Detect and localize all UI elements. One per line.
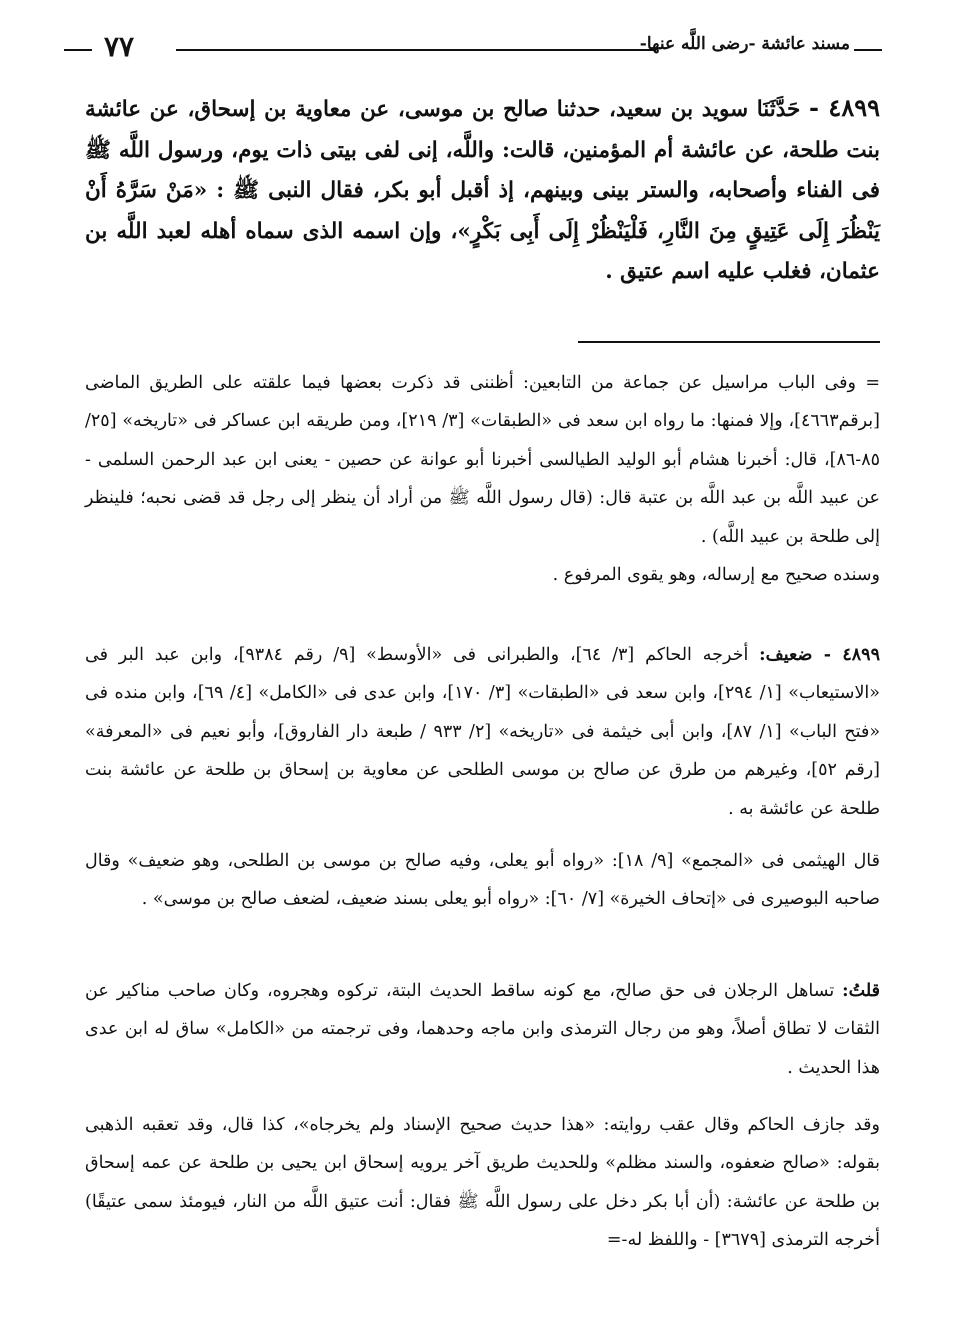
footnote-hakim [85,1106,880,1260]
qultu-paragraph [85,972,880,1087]
running-title: مسند عائشة -رضى اللَّه عنها- [639,34,850,54]
grading-label: ٤٨٩٩ - ضعيف: [759,645,880,665]
page-number: ٧٧ [104,30,135,63]
hadith-text [85,88,880,293]
running-header [0,22,970,62]
footnote-takhrij [85,636,880,828]
qultu-text: تساهل الرجلان فى حق صالح، مع كونه ساقط الحديث البتة، تركوه وهجروه، وكان صاحب مناكير عن الثقات لا تطاق أصلاً، وهو من رجال الترمذى وابن ماجه وحدهما، وفى ترجمته من «الكامل» ساق له ابن عدى هذا الحديث . [85,981,880,1078]
hadith-tail: ، وإن اسمه الذى سماه أهله لعبد اللَّه بن عثمان، فغلب عليه اسم عتيق . [85,218,880,284]
header-rule-left [64,49,92,51]
footnote-continuation [85,364,880,594]
footnote-mursal-paragraph: = وفى الباب مراسيل عن جماعة من التابعين: أظننى قد ذكرت بعضها فيما علقته على الطريق الماضى [برقم٤٦٦٣]، وإلا فمنها: ما رواه ابن سعد فى «الطبقات» [٣/ ٢١٩]، ومن طريقه ابن عساكر فى «تاريخه» [٢٥/ ٨٥-٨٦]، قال: أخبرنا هشام أبو الوليد الطيالسى أخبرنا أبو عوانة عن حصين - يعنى ابن عبد الرحمن السلمى - عن عبيد اللَّه بن عبد اللَّه بن عتبة قال: (قال رسول اللَّه ﷺ من أراد أن ينظر إلى رجل قد قضى نحبه؛ فلينظر إلى طلحة بن عبيد اللَّه) . [85,373,880,547]
hadith-matn: «مَنْ سَرَّهُ أَنْ يَنْظُرَ إِلَى عَتِيقٍ مِنَ النَّارِ، فَلْيَنْظُرْ إِلَى أَبِى بَكْرٍ» [85,178,880,244]
footnote-takhrij-paragraph [85,636,880,828]
footnote-qultu [85,972,880,1087]
hadith-isnad: سويد بن سعيد، حدثنا صالح بن موسى، عن معاوية بن إسحاق، عن عائشة بنت طلحة، عن عائشة أم المؤمنين، قالت: واللَّه، إنى لفى بيتى ذات يوم، ورسول اللَّه ﷺ فى الفناء وأصحابه، والستر بينى وبينهم، إذ أقبل أبو بكر، فقال النبى ﷺ : [85,97,880,203]
hakim-paragraph: وقد جازف الحاكم وقال عقب روايته: «هذا حديث صحيح الإسناد ولم يخرجاه»، كذا قال، وقد تعقبه الذهبى بقوله: «صالح ضعفوه، والسند مظلم» وللحديث طريق آخر يرويه إسحاق ابن يحيى بن طلحة عن عمه إسحاق بن طلحة عن عائشة: (أن أبا بكر دخل على رسول اللَّه ﷺ فقال: أنت عتيق اللَّه من النار، فيومئذ سمى عتيقًا) أخرجه الترمذى [٣٦٧٩] - واللفظ له-= [85,1115,880,1251]
footnote-mursal-verdict: وسنده صحيح مع إرساله، وهو يقوى المرفوع . [552,565,880,586]
hadith-number: ٤٨٩٩ - [808,93,880,122]
header-rule-right [854,49,882,51]
haythami-paragraph: قال الهيثمى فى «المجمع» [٩/ ١٨]: «رواه أبو يعلى، وفيه صالح بن موسى بن الطلحى، وهو ضعيف» وقال صاحبه البوصيرى فى «إتحاف الخيرة» [٧/ ٦٠]: «رواه أبو يعلى بسند ضعيف، لضعف صالح بن موسى» . [85,851,880,910]
footnote-separator [578,341,880,343]
header-rule-middle [176,49,656,51]
narration-word: حَدَّثَنَا [756,97,801,122]
grading-text: أخرجه الحاكم [٣/ ٦٤]، والطبرانى فى «الأوسط» [٩/ رقم ٩٣٨٤]، وابن عبد البر فى «الاستيعاب» [١/ ٢٩٤]، وابن سعد فى «الطبقات» [٣/ ١٧٠]، وابن عدى فى «الكامل» [٤/ ٦٩]، وابن منده فى «فتح الباب» [١/ ٨٧]، وابن أبى خيثمة فى «تاريخه» [٢/ ٩٣٣ / طبعة دار الفاروق]، وأبو نعيم فى «المعرفة» [رقم ٥٢]، وغيرهم من طرق عن صالح بن موسى الطلحى عن معاوية بن إسحاق بن طلحة عن عائشة بنت طلحة عن عائشة به . [85,645,881,819]
qultu-label: قلتُ: [842,981,880,1001]
footnote-haythami [85,842,880,919]
